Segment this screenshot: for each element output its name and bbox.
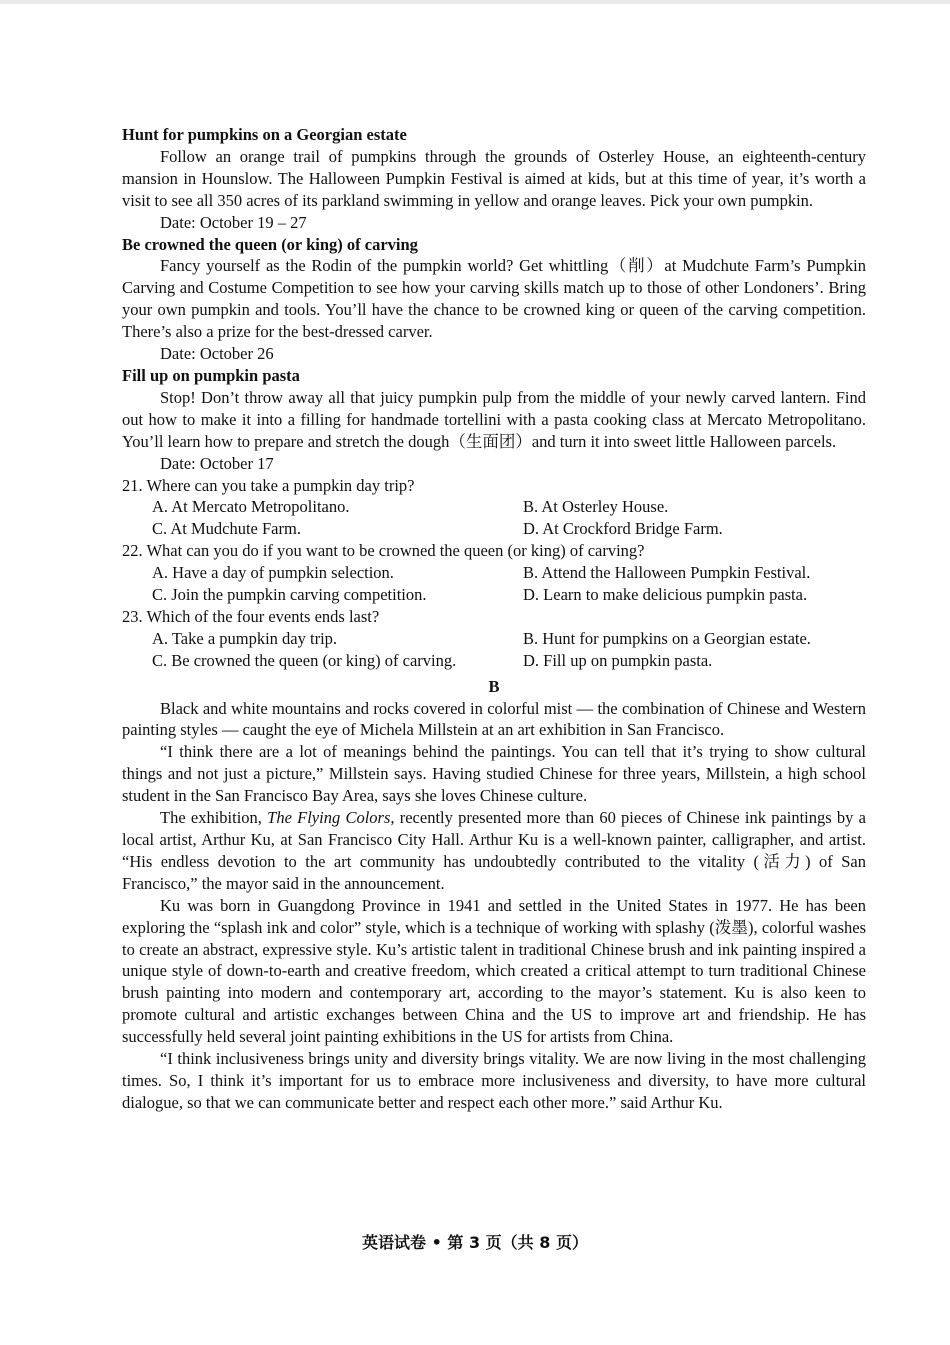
option-b: B. Hunt for pumpkins on a Georgian estate. <box>523 628 811 648</box>
question-stem: 23. Which of the four events ends last? <box>122 606 380 626</box>
passage-b-paragraph-1: Black and white mountains and rocks covered in colorful mist — the combination of Chinese and Western painting styles — caught the eye of Michela Millstein at an art exhibition in San Francisco. <box>122 698 866 740</box>
option-c: C. At Mudchute Farm. <box>152 519 301 539</box>
event-title: Hunt for pumpkins on a Georgian estate <box>122 125 407 144</box>
section-heading: B <box>488 676 500 696</box>
page-footer: 英语试卷 • 第 3 页（共 8 页） <box>362 1233 588 1252</box>
page-content <box>122 124 866 1114</box>
question-stem: 22. What can you do if you want to be crowned the queen (or king) of carving? <box>122 541 645 561</box>
exhibition-title: The Flying Colors <box>267 808 391 828</box>
event-date: Date: October 26 <box>160 344 274 364</box>
event-title: Be crowned the queen (or king) of carving <box>122 234 418 254</box>
question-23 <box>122 606 866 672</box>
event-date: Date: October 19 – 27 <box>160 212 307 232</box>
option-d: D. At Crockford Bridge Farm. <box>523 519 723 539</box>
question-stem: 21. Where can you take a pumpkin day trip? <box>122 475 415 495</box>
event-body: Follow an orange trail of pumpkins through the grounds of Osterley House, an eighteenth-century mansion in Hounslow. The Halloween Pumpkin Festival is aimed at kids, but at this time of year, it’s worth a visit to see all 350 acres of its parkland swimming in yellow and orange leaves. Pick your own pumpkin. <box>122 146 866 210</box>
option-a: A. Have a day of pumpkin selection. <box>152 563 394 583</box>
scan-edge <box>0 0 950 4</box>
options <box>122 496 866 540</box>
option-d: D. Learn to make delicious pumpkin pasta. <box>523 585 808 605</box>
question-22 <box>122 540 866 606</box>
paragraph-text: , recently presented more than 60 pieces of Chinese ink paintings by a local artist, Arthur Ku, at San Francisco City Hall. Arthur Ku is a well-known painter, calligrapher, and artist. “His endless devotion to the art community has undoubtedly contributed to the vitality (活力) of San Francisco,” the mayor said in the announcement. <box>122 808 866 893</box>
options <box>122 562 866 606</box>
option-c: C. Join the pumpkin carving competition. <box>152 585 427 605</box>
option-b: B. Attend the Halloween Pumpkin Festival. <box>523 563 811 583</box>
option-d: D. Fill up on pumpkin pasta. <box>523 650 713 670</box>
event-date: Date: October 17 <box>160 453 274 473</box>
options <box>122 628 866 672</box>
event-body: Stop! Don’t throw away all that juicy pumpkin pulp from the middle of your newly carved lantern. Find out how to make it into a filling for handmade tortellini with a pasta cooking class at Mercato Metropolitano. You’ll learn how to prepare and stretch the dough（生面团）and turn it into sweet little Halloween parcels. <box>122 387 866 451</box>
paragraph-text: The exhibition, <box>160 808 268 828</box>
passage-b-paragraph-5: “I think inclusiveness brings unity and diversity brings vitality. We are now living in the most challenging times. So, I think it’s important for us to embrace more inclusiveness and diversity, to have more cultural dialogue, so that we can communicate better and respect each other more.” said Arthur Ku. <box>122 1049 866 1112</box>
option-c: C. Be crowned the queen (or king) of carving. <box>152 650 457 670</box>
event-1 <box>122 124 866 234</box>
passage-b-paragraph-3 <box>122 807 866 895</box>
question-21 <box>122 475 866 541</box>
event-3 <box>122 365 866 475</box>
passage-b-paragraph-2: “I think there are a lot of meanings behind the paintings. You can tell that it’s trying to show cultural things and not just a picture,” Millstein says. Having studied Chinese for three years, Millstein, a high school student in the San Francisco Bay Area, says she loves Chinese culture. <box>122 742 866 806</box>
option-b: B. At Osterley House. <box>523 497 669 517</box>
option-a: A. Take a pumpkin day trip. <box>152 628 338 648</box>
event-body: Fancy yourself as the Rodin of the pumpkin world? Get whittling（削）at Mudchute Farm’s Pumpkin Carving and Costume Competition to see how your carving skills match up to those of other Londoners’. Bring your own pumpkin and tools. You’ll have the chance to be crowned king or queen of the carving competition. There’s also a prize for the best-dressed carver. <box>122 256 866 342</box>
event-2 <box>122 234 866 365</box>
option-a: A. At Mercato Metropolitano. <box>152 497 350 517</box>
passage-b-paragraph-4: Ku was born in Guangdong Province in 1941 and settled in the United States in 1977. He has been exploring the “splash ink and color” style, which is a technique of working with splashy (泼墨), colorful washes to create an abstract, expressive style. Ku’s artistic talent in traditional Chinese brush and ink painting inspired a unique style of down-to-earth and creative freedom, which created a critical attempt to turn traditional Chinese brush painting into modern and contemporary art, according to the mayor’s statement. Ku is also keen to promote cultural and artistic exchanges between China and the US to improve art and friendship. He has successfully held several joint painting exhibitions in the US for artists from China. <box>122 895 866 1047</box>
event-title: Fill up on pumpkin pasta <box>122 365 300 385</box>
